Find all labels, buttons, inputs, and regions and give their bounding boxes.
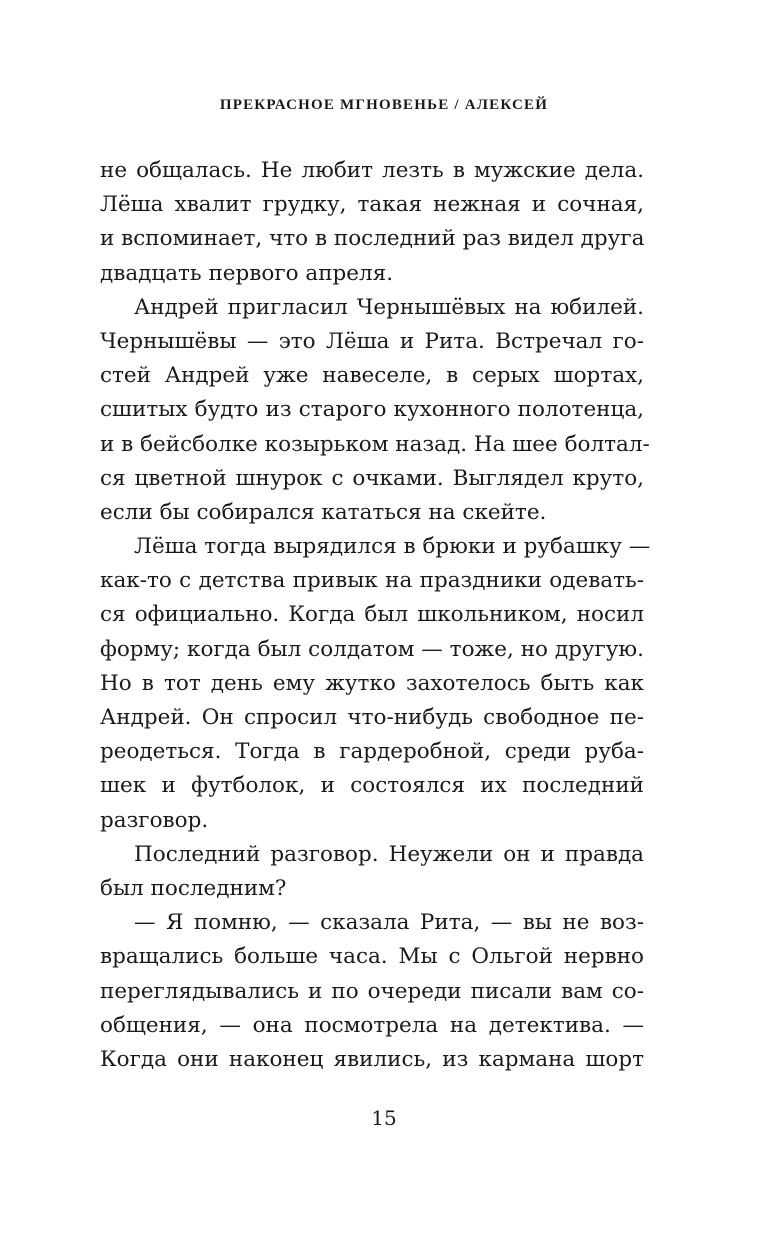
text-line: Андрей. Он спросил что-нибудь свободное пе- xyxy=(100,705,644,730)
running-head: ПРЕКРАСНОЕ МГНОВЕНЬЕ / АЛЕКСЕЙ xyxy=(219,97,549,113)
text-line: переглядывались и по очереди писали вам со- xyxy=(100,978,644,1004)
paragraph-first-line: — Я помню, — сказала Рита, — вы не воз- xyxy=(134,910,644,936)
text-line: стей Андрей уже навеселе, в серых шортах, xyxy=(100,363,644,389)
text-line: был последним? xyxy=(100,875,287,901)
text-line: вращались больше часа. Мы с Ольгой нервно xyxy=(100,944,644,970)
text-line: Чернышёвы — это Лёша и Рита. Встречал го- xyxy=(100,328,644,354)
text-line: разговор. xyxy=(100,807,209,833)
text-line: Но в тот день ему жутко захотелось быть как xyxy=(100,670,644,696)
text-line: как-то с детства привык на праздники одевать- xyxy=(100,568,644,594)
text-line: не общалась. Не любит лезть в мужские дела. xyxy=(100,158,644,183)
text-line: если бы собирался кататься на скейте. xyxy=(100,499,547,525)
text-line: ся цветной шнурок с очками. Выглядел круто, xyxy=(100,465,644,491)
text-line: и вспоминает, что в последний раз видел друга xyxy=(100,226,645,252)
paragraph-first-line: Андрей пригласил Чернышёвых на юбилей. xyxy=(134,294,644,320)
text-line: шек и футболок, и состоялся их последний xyxy=(100,773,644,799)
text-line: сшитых будто из старого кухонного полотенца, xyxy=(100,397,644,423)
page-number: 15 xyxy=(371,1106,397,1130)
text-line: и в бейсболке козырьком назад. На шее болтал- xyxy=(100,431,650,457)
text-line: реодеться. Тогда в гардеробной, среди руба- xyxy=(100,739,644,765)
text-line: Лёша хвалит грудку, такая нежная и сочная, xyxy=(100,192,644,218)
text-line: общения, — она посмотрела на детектива. — xyxy=(100,1012,644,1038)
text-line: двадцать первого апреля. xyxy=(100,260,394,286)
text-line: форму; когда был солдатом — тоже, но другую. xyxy=(100,636,644,662)
text-line: ся официально. Когда был школьником, носил xyxy=(100,602,644,628)
paragraph-first-line: Лёша тогда вырядился в брюки и рубашку — xyxy=(134,534,651,560)
paragraph-first-line: Последний разговор. Неужели он и правда xyxy=(134,841,644,867)
text-line: Когда они наконец явились, из кармана шорт xyxy=(100,1046,644,1072)
body-text xyxy=(100,154,651,1077)
